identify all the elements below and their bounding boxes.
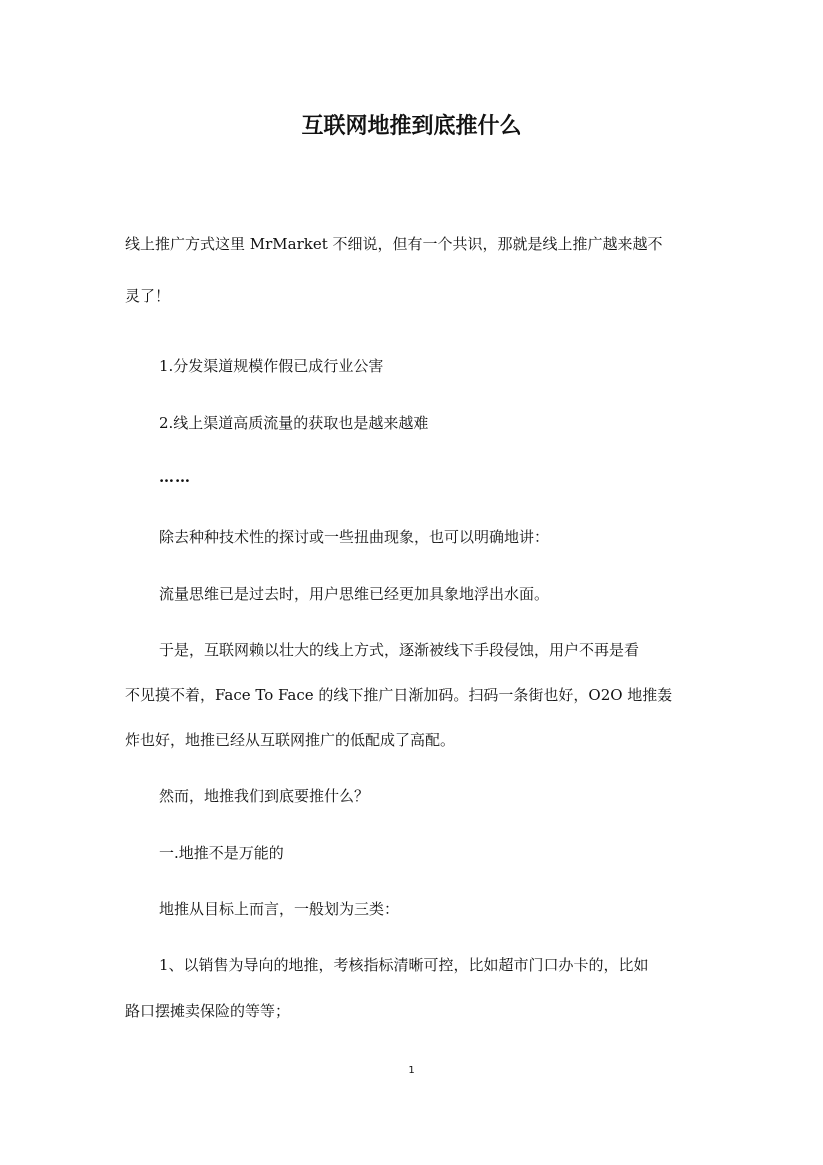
document-title: 互联网地推到底推什么 [301,114,522,139]
paragraph-line: 路口摆摊卖保险的等等； [125,1002,291,1020]
paragraph-line: 除去种种技术性的探讨或一些扭曲现象，也可以明确地讲： [159,528,550,546]
section-heading: 一.地推不是万能的 [159,844,284,862]
paragraph-line: 然而，地推我们到底要推什么？ [159,787,370,805]
paragraph-line: 于是，互联网赖以壮大的线上方式，逐渐被线下手段侵蚀，用户不再是看 [159,641,640,659]
list-ellipsis: …… [159,468,191,486]
list-item-2: 2.线上渠道高质流量的获取也是越来越难 [159,414,429,432]
paragraph-line: 流量思维已是过去时，用户思维已经更加具象地浮出水面。 [159,585,550,603]
page-number: 1 [408,1065,415,1076]
list-item-1: 1.分发渠道规模作假已成行业公害 [159,357,384,375]
paragraph-intro-line-1: 线上推广方式这里 MrMarket 不细说，但有一个共识，那就是线上推广越来越不 [125,235,663,253]
paragraph-line: 不见摸不着，Face To Face 的线下推广日渐加码。扫码一条街也好，O2O 地推轰 [125,686,673,704]
paragraph-line: 1、以销售为导向的地推，考核指标清晰可控，比如超市门口办卡的，比如 [159,956,649,974]
paragraph-intro-line-2: 灵了！ [125,287,171,305]
paragraph-line: 地推从目标上而言，一般划为三类： [159,900,400,918]
paragraph-line: 炸也好，地推已经从互联网推广的低配成了高配。 [125,731,456,749]
